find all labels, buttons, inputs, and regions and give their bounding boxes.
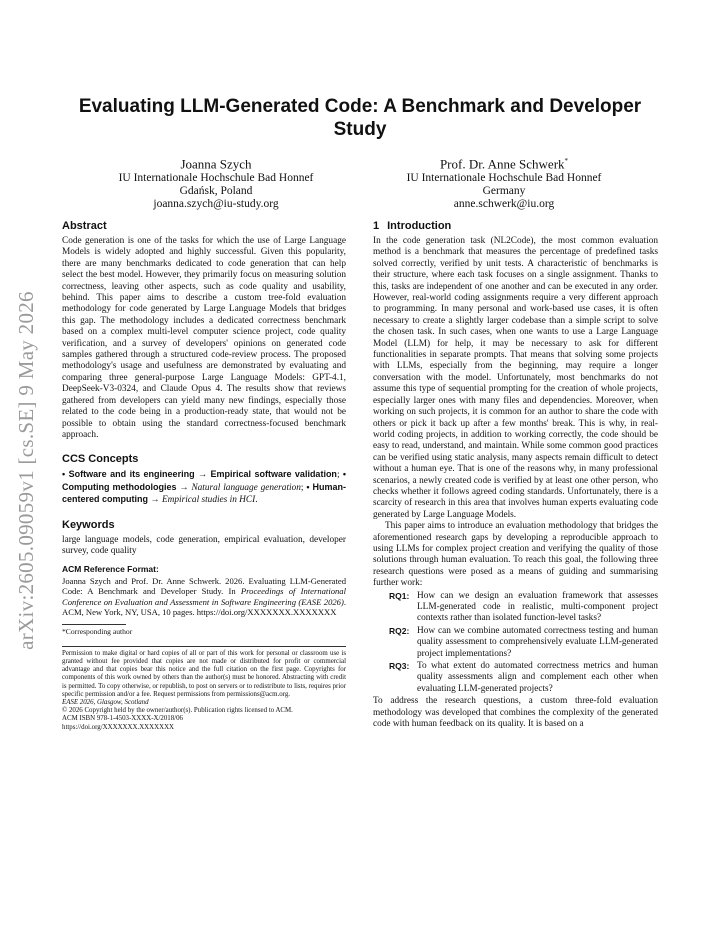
author-location: Gdańsk, Poland — [179, 185, 253, 198]
research-question-1: RQ1: How can we design an evaluation framework that assesses LLM-generated code in realistic, multi-component project contexts rather than isolated function-level tasks? — [389, 590, 658, 624]
left-column — [62, 220, 346, 732]
keywords-heading: Keywords — [62, 518, 115, 531]
arxiv-identifier — [6, 260, 46, 680]
intro-paragraph-1: In the code generation task (NL2Code), the most common evaluation method is a benchmark that measures the percentage of predefined tasks solved correctly, verified by unit tests. A characteristic of benchmarks is their structure, where each task focuses on a single assignment. Thanks to this, tasks are independent of one another and can be executed in any order. However, real-world coding assignments require a very different approach to programming. In many personal and work-based use cases, it is often necessary to create a slightly larger codebase than a simple script to solve the chosen task. In such cases, when one wants to use a Large Language Model (LLM) for help, it may be necessary to ask for different functionalities in separate prompts. That means that solving some projects with LLMs, especially from the beginning, may require a longer conversation with the model. Unfortunately, most benchmarks do not assume this type of sequential prompting for the creation of whole projects, especially larger ones with many files and dependencies. Moreover, when working on such projects, it is common for an author to share the code with others or pick it back up after a few months' break. This is why, in real-world coding projects, in addition to working correctly, the code should be easy to read, understand, and maintain. While some common good practices can be verified using static analysis, many aspects remain difficult to detect without a human eye. That is one of the reasons why, in many professional scenarios, a newly created code is verified by at least one other person, who checks whether it follows agreed coding standards. Unfortunately, there is a scarcity of research in this area that involves human experts evaluating code generated by Large Language Models. — [373, 236, 658, 520]
acm-reference-heading: ACM Reference Format: — [62, 564, 159, 575]
footnote-rule — [62, 624, 126, 625]
right-column — [373, 220, 658, 730]
author-email: joanna.szych@iu-study.org — [153, 198, 279, 211]
ccs-concepts: • Software and its engineering → Empirical software validation; • Computing methodologies → Natural language generation; • Human-centered computing → Empirical studies in HCI. — [62, 469, 346, 506]
author-block-2 — [364, 153, 644, 211]
author-block-1 — [76, 153, 356, 211]
intro-heading: 1 Introduction — [373, 220, 452, 232]
author-location: Germany — [482, 185, 526, 198]
abstract-text: Code generation is one of the tasks for which the use of Large Language Models is widely adopted and highly successful. Given this popularity, there are many benchmarks dedicated to code generation that can help select the best model. However, they primarily focus on measuring solution correctness, leaving other aspects, such as code quality and usability, behind. This paper aims to describe a custom tree-fold evaluation methodology for code generated by Large Language Models that bridges this gap. The methodology includes a dedicated correctness benchmark based on a complex multi-level computer science project, code quality verification, and a survey of developers' opinions on generated code samples gathered through a structured code-review process. The proposed methodology's usage and usefulness are demonstrated by evaluating and comparing three general-purpose Large Language Models: GPT-4.1, DeepSeek-V3-0324, and Claude Opus 4. The results show that reviews gathered from developers can yield many new findings, especially those related to the code being in a production-ready state, that would not be possible to obtain using the standard correctness-focused benchmark approach. — [62, 236, 346, 440]
author-email: anne.schwerk@iu.org — [453, 198, 555, 211]
author-name: Prof. Dr. Anne Schwerk* — [439, 156, 569, 172]
permission-notice: Permission to make digital or hard copies of all or part of this work for personal or classroom use is granted without fee provided that copies are not made or distributed for profit or commercial advantage and that copies bear this notice and the full citation on the first page. Copyrights for components of this work owned by others than the author(s) must be honored. Abstracting with credit is permitted. To copy otherwise, or republish, to post on servers or to redistribute to lists, requires prior specific permission and/or a fee. Request permissions from permissions@acm.org. EASE 2026, Glasgow, Scotland © 2026 Copyright held by the owner/author(s). Publication rights licensed to ACM. ACM ISBN 978-1-4503-XXXX-X/2018/06 https://doi.org/XXXXXXX.XXXXXXX — [62, 649, 346, 731]
arxiv-id-text: arXiv:2605.09059v1 [cs.SE] 9 May 2026 — [13, 290, 38, 650]
author-affiliation: IU Internationale Hochschule Bad Honnef — [406, 172, 602, 185]
author-name: Joanna Szych — [180, 156, 252, 172]
research-question-2: RQ2: How can we combine automated correctness testing and human quality assessment to comprehensively evaluate LLM-generated project implementations? — [389, 625, 658, 659]
corresponding-author-footnote: *Corresponding author — [62, 626, 133, 636]
permission-rule — [62, 646, 346, 647]
paper-title: Evaluating LLM-Generated Code: A Benchmark and Developer Study — [78, 96, 642, 140]
abstract-heading: Abstract — [62, 220, 107, 232]
intro-paragraph-3: To address the research questions, a custom three-fold evaluation methodology was developed that combines the complexity of the generated code with human feedback on its quality. It is based on a — [373, 696, 658, 730]
intro-paragraph-2: This paper aims to introduce an evaluation methodology that bridges the aforementioned research gaps by developing a reproducible approach to using LLMs for complex project creation and verifying the quality of those solutions through human evaluation. To reach this goal, the following three research questions were posed as a means of guiding and summarising further work: — [373, 521, 658, 589]
author-affiliation: IU Internationale Hochschule Bad Honnef — [118, 172, 314, 185]
acm-reference-text: Joanna Szych and Prof. Dr. Anne Schwerk. 2026. Evaluating LLM-Generated Code: A Benchmark and Developer Study. In Proceedings of International Conference on Evaluation and Assessment in Software Engineering (EASE 2026). ACM, New York, NY, USA, 10 pages. https://doi.org/XXXXXXX.XXXXXXX — [62, 575, 346, 618]
keywords-text: large language models, code generation, empirical evaluation, developer survey, code quality — [62, 534, 346, 556]
ccs-heading: CCS Concepts — [62, 453, 139, 466]
research-question-3: RQ3: To what extent do automated correctness metrics and human quality assessments align and complement each other when evaluating LLM-generated projects? — [389, 661, 658, 694]
